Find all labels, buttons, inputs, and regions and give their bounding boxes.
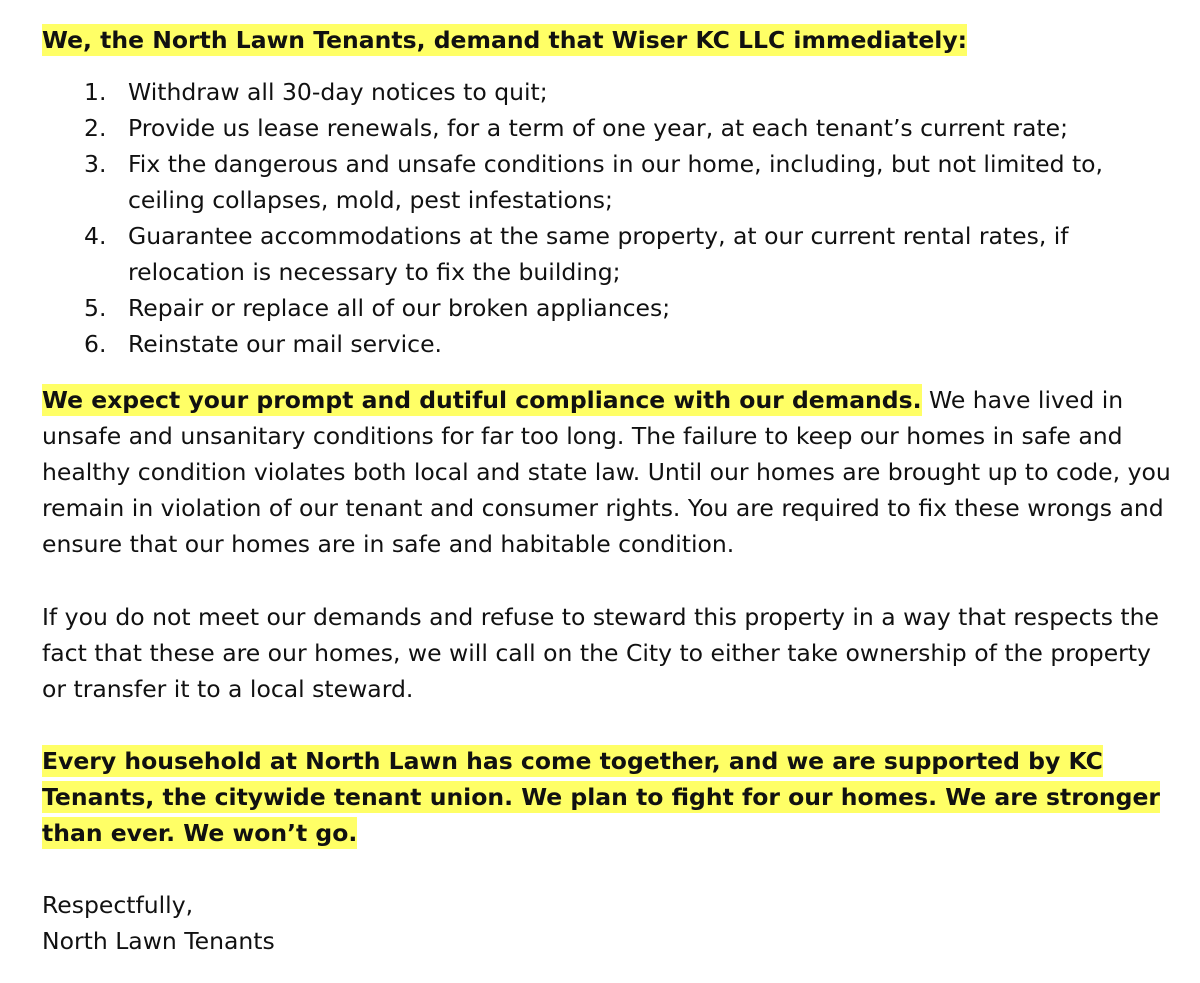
demand-number: 6. [84, 330, 107, 358]
solidarity-paragraph [42, 743, 1182, 851]
solidarity-highlight: Every household at North Lawn has come together, and we are supported by KC Tenants, the citywide tenant union. We plan to fight for our homes. We are stronger than ever. We won’t go. [42, 747, 1161, 847]
demand-number: 3. [84, 150, 107, 178]
closing-signature: North Lawn Tenants [42, 927, 275, 955]
demand-item [42, 146, 1172, 218]
demand-text: Reinstate our mail service. [128, 330, 443, 358]
demand-number: 1. [84, 78, 107, 106]
closing-salutation: Respectfully, [42, 891, 194, 919]
demand-heading [42, 22, 1182, 58]
demand-heading-text: We, the North Lawn Tenants, demand that Wiser KC LLC immediately: [42, 26, 968, 54]
demand-item [42, 326, 1172, 362]
demand-number: 4. [84, 222, 107, 250]
demand-text: Repair or replace all of our broken appliances; [128, 294, 671, 322]
consequence-paragraph: If you do not meet our demands and refuse to steward this property in a way that respects the fact that these are our homes, we will call on the City to either take ownership of the property or transfer it to a local steward. [42, 603, 1159, 703]
demand-text: Withdraw all 30-day notices to quit; [128, 78, 548, 106]
demand-item [42, 110, 1172, 146]
compliance-body: We have lived in unsafe and unsanitary conditions for far too long. The failure to keep our homes in safe and healthy condition violates both local and state law. Until our homes are brought up to code, you remain in violation of our tenant and consumer rights. You are required to fix these wrongs and ensure that our homes are in safe and habitable condition. [42, 386, 1171, 558]
demand-number: 2. [84, 114, 107, 142]
demand-text: Guarantee accommodations at the same property, at our current rental rates, if relocation is necessary to fix the building; [128, 222, 1069, 286]
demand-text: Provide us lease renewals, for a term of one year, at each tenant’s current rate; [128, 114, 1069, 142]
demand-item [42, 74, 1172, 110]
compliance-paragraph [42, 382, 1182, 562]
demand-number: 5. [84, 294, 107, 322]
demand-item [42, 290, 1172, 326]
demand-item [42, 218, 1172, 290]
demand-text: Fix the dangerous and unsafe conditions in our home, including, but not limited to, ceiling collapses, mold, pest infestations; [128, 150, 1104, 214]
compliance-highlight: We expect your prompt and dutiful compliance with our demands. [42, 386, 922, 414]
demands-list [42, 74, 1172, 362]
